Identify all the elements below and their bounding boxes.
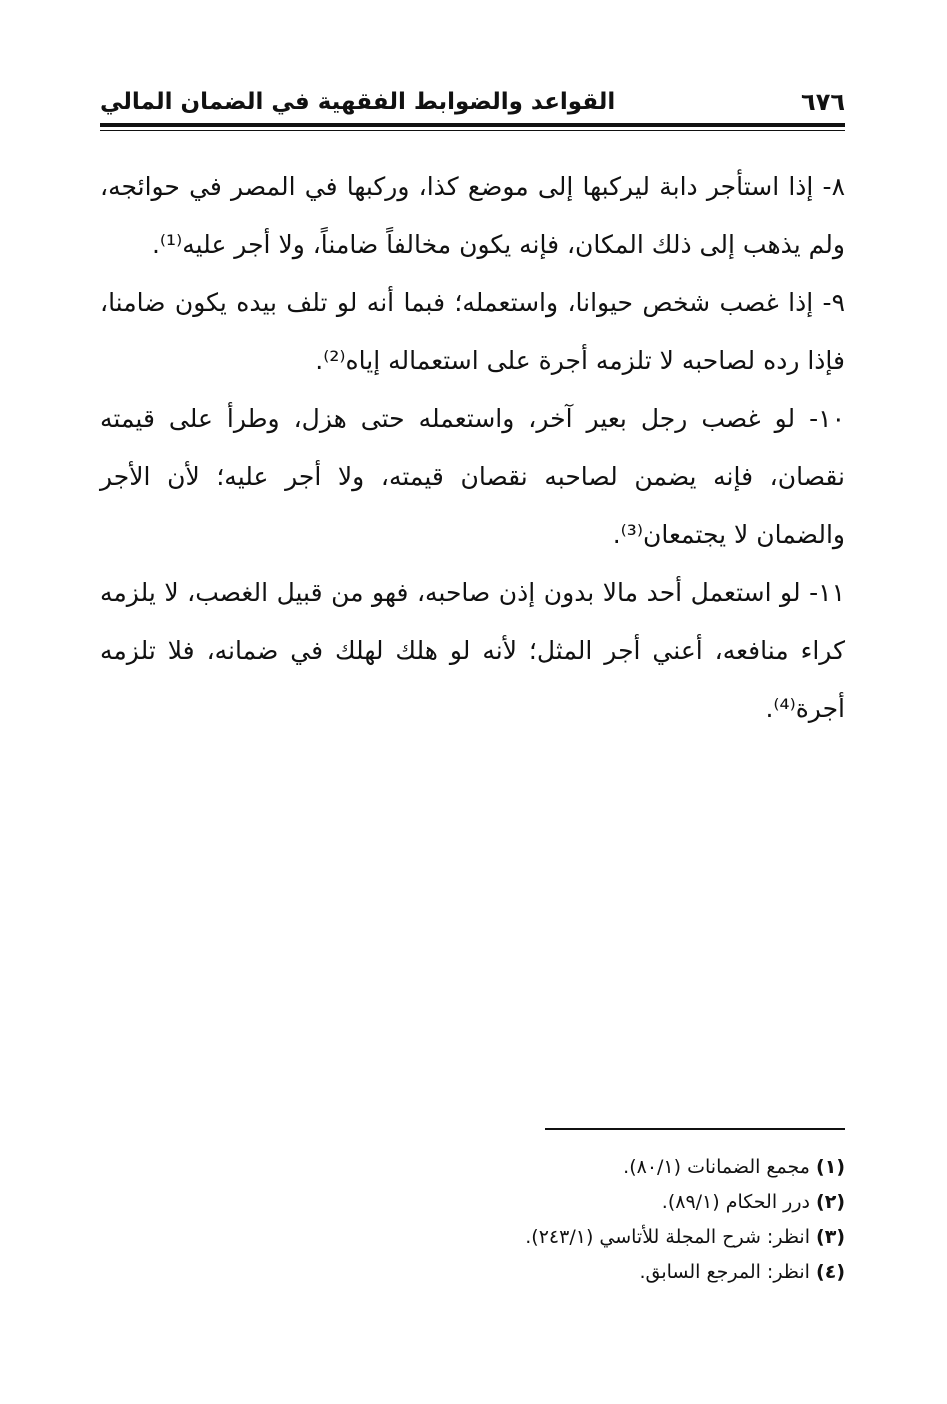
page-number: ٦٧٦ — [801, 88, 845, 116]
footnote-number: (١) — [816, 1156, 845, 1178]
footnote-text: انظر: المرجع السابق. — [639, 1261, 810, 1283]
footnote-text: انظر: شرح المجلة للأتاسي (٢٤٣/١). — [525, 1226, 810, 1248]
main-text — [100, 158, 845, 738]
footnotes — [100, 1150, 845, 1290]
running-title: القواعد والضوابط الفقهية في الضمان المالي — [100, 89, 616, 115]
footnote-1 — [100, 1150, 845, 1185]
header-rule — [100, 123, 845, 127]
footnote-text: درر الحكام (٨٩/١). — [661, 1191, 810, 1213]
footnote-number: (٣) — [816, 1226, 845, 1248]
footnote-separator — [545, 1128, 845, 1130]
footnote-number: (٢) — [816, 1191, 845, 1213]
paragraph-10: ١٠- لو غصب رجل بعير آخر، واستعمله حتى هزل، وطرأ على قيمته نقصان، فإنه يضمن لصاحبه نقصان قيمته، ولا أجر عليه؛ لأن الأجر والضمان لا يجتمعان⁽³⁾. — [100, 404, 845, 549]
paragraph-11: ١١- لو استعمل أحد مالا بدون إذن صاحبه، فهو من قبيل الغصب، لا يلزمه كراء منافعه، أعني أجر المثل؛ لأنه لو هلك لهلك في ضمانه، فلا تلزمه أجرة⁽⁴⁾. — [100, 578, 845, 723]
paragraph-9: ٩- إذا غصب شخص حيوانا، واستعمله؛ فبما أنه لو تلف بيده يكون ضامنا، فإذا رده لصاحبه لا تلزمه أجرة على استعماله إياه⁽²⁾. — [100, 288, 845, 375]
footnote-number: (٤) — [816, 1261, 845, 1283]
footnote-4 — [100, 1255, 845, 1290]
footnote-2 — [100, 1185, 845, 1220]
footnote-3 — [100, 1220, 845, 1255]
footnote-text: مجمع الضمانات (٨٠/١). — [623, 1156, 810, 1178]
header-rule-thin — [100, 130, 845, 131]
paragraph-8: ٨- إذا استأجر دابة ليركبها إلى موضع كذا، وركبها في المصر في حوائجه، ولم يذهب إلى ذلك المكان، فإنه يكون مخالفاً ضامناً، ولا أجر عليه⁽¹⁾. — [100, 172, 845, 259]
running-header — [100, 86, 845, 122]
